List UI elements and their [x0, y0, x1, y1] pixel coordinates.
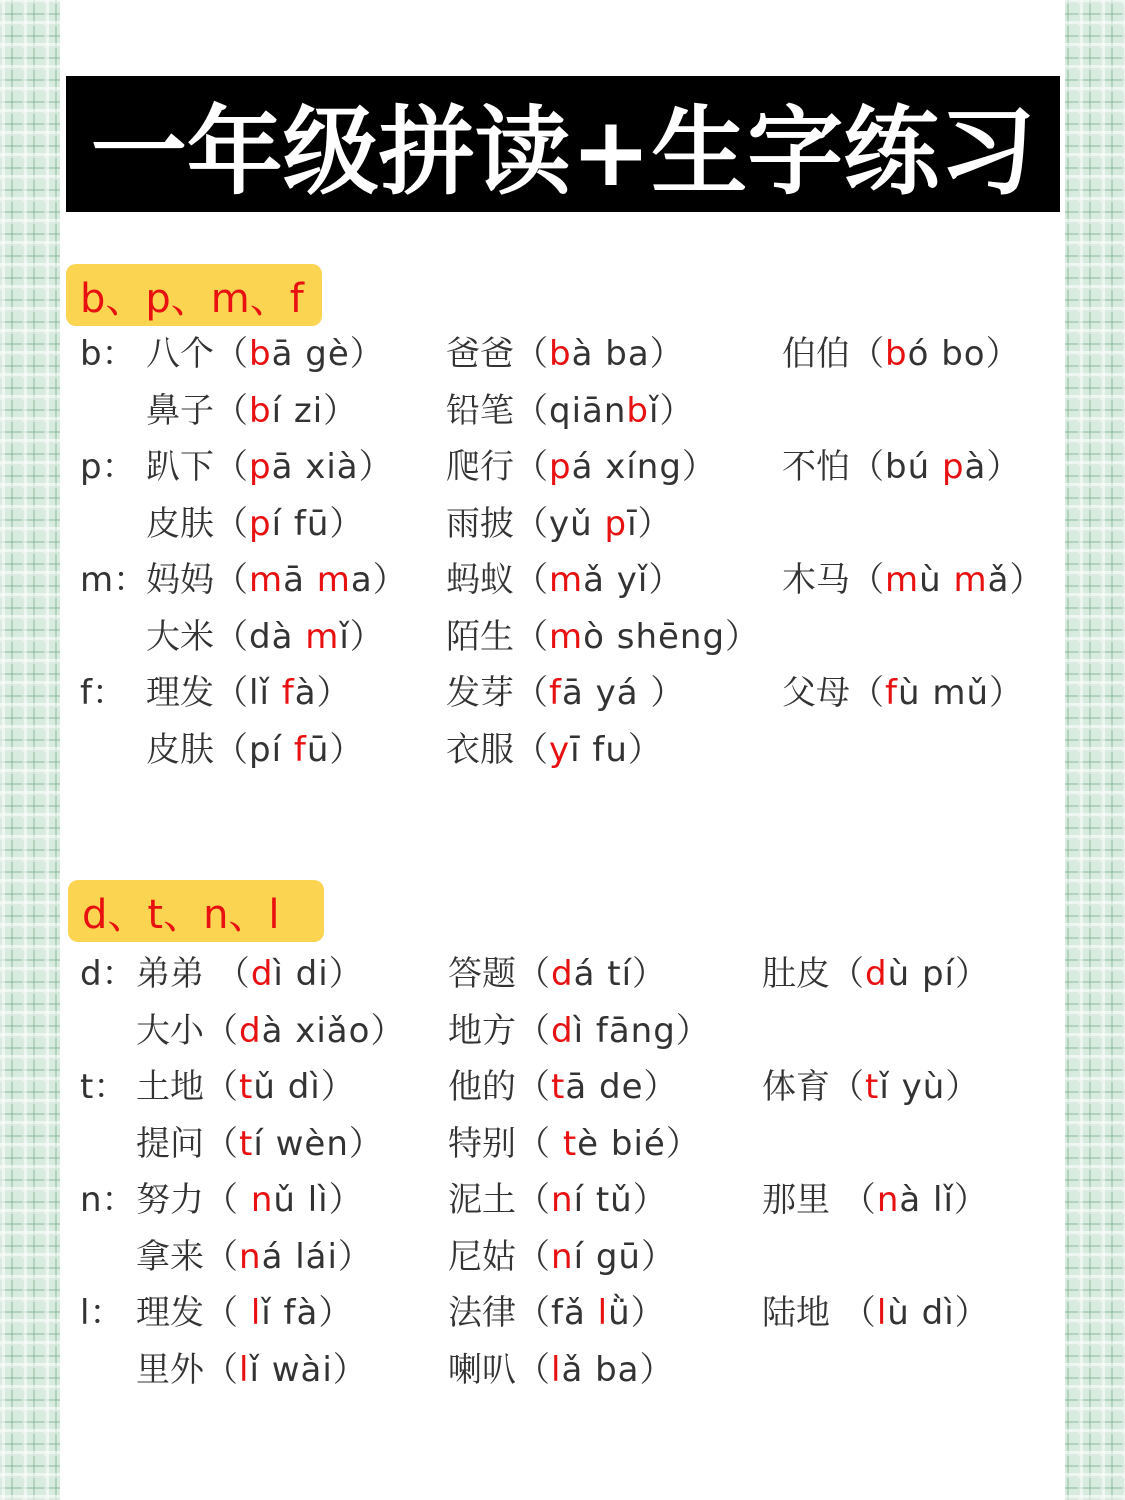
pinyin-text: ū） — [306, 729, 365, 770]
word-entry — [448, 1172, 668, 1228]
highlighted-initial: d — [239, 1010, 262, 1051]
word-row — [60, 722, 1065, 778]
pinyin-text: í zi） — [271, 390, 359, 431]
pinyin-text: ā de） — [565, 1067, 679, 1107]
pinyin-text: a） — [350, 560, 408, 600]
pinyin — [850, 447, 1021, 487]
pinyin-text: （yǔ — [514, 503, 605, 544]
word-entry — [446, 665, 685, 721]
chinese-word: 父母 — [782, 673, 850, 713]
section-header-dtnl: d、t、n、l — [68, 880, 324, 942]
highlighted-initial: d — [551, 954, 574, 994]
word-entry — [446, 609, 760, 665]
chinese-word: 体育 — [762, 1067, 830, 1107]
word-entry — [146, 552, 408, 608]
highlighted-initial: d — [250, 954, 274, 994]
pinyin — [204, 1180, 364, 1220]
word-entry — [782, 326, 1021, 382]
highlighted-initial: n — [250, 1180, 274, 1220]
word-row — [60, 946, 1065, 1002]
chinese-word: 大米 — [146, 616, 214, 657]
chinese-word: 肚皮 — [762, 954, 830, 994]
word-entry — [146, 609, 385, 665]
initial-letter-label: b： — [80, 334, 136, 374]
pinyin-text: ǎ yǐ） — [583, 560, 684, 600]
pinyin — [850, 560, 1044, 600]
pinyin-text: （ — [830, 1293, 877, 1333]
pinyin — [516, 954, 667, 994]
word-row — [60, 1172, 1065, 1228]
word-entry — [448, 1003, 711, 1059]
pinyin — [214, 560, 408, 600]
pinyin — [516, 1293, 666, 1333]
section-header-bpmf: b、p、m、f — [66, 264, 322, 326]
word-row — [60, 1059, 1065, 1115]
highlighted-initial: m — [885, 560, 920, 600]
pinyin — [514, 560, 683, 600]
pinyin — [516, 1350, 675, 1390]
word-row — [60, 665, 1065, 721]
highlighted-initial: d — [551, 1010, 574, 1051]
initial-letter-label: n： — [80, 1180, 136, 1220]
pinyin — [830, 954, 990, 994]
pinyin-text: í fū） — [271, 503, 365, 544]
highlighted-initial: b — [249, 334, 272, 374]
initial-letter-label: l： — [80, 1293, 124, 1333]
pinyin-text: （ — [514, 334, 549, 374]
pinyin-text: ī） — [627, 503, 673, 544]
pinyin-text: ì fāng） — [573, 1010, 711, 1051]
pinyin-text: ā xià） — [271, 447, 394, 487]
word-row — [60, 496, 1065, 552]
pinyin-text: （ — [850, 673, 885, 713]
pinyin-text: （ — [516, 1123, 563, 1164]
pinyin-text: ǐ fà） — [261, 1293, 354, 1333]
pinyin-text: （ — [214, 334, 249, 374]
pinyin-text: ā — [283, 560, 317, 600]
pinyin-text: （ — [516, 954, 551, 994]
pinyin-text: ǔ lì） — [273, 1180, 364, 1220]
word-entry — [446, 722, 663, 778]
pinyin-text: （ — [830, 1067, 865, 1107]
initial-letter-label: p： — [80, 447, 136, 487]
pinyin — [514, 730, 663, 770]
pinyin-text: （ — [204, 1236, 239, 1277]
initial-letter-label: d： — [80, 954, 136, 994]
worksheet-page — [60, 0, 1065, 1500]
highlighted-initial: t — [562, 1123, 578, 1164]
pinyin — [204, 1350, 368, 1390]
pinyin — [214, 673, 352, 713]
chinese-word: 鼻子 — [146, 390, 214, 431]
highlighted-initial: m — [316, 560, 351, 600]
pinyin — [516, 1124, 701, 1164]
pinyin-text: （ — [516, 1010, 551, 1051]
word-entry — [146, 439, 394, 495]
initial-letter-label: m： — [80, 560, 148, 600]
chinese-word: 土地 — [136, 1067, 204, 1107]
pinyin — [514, 673, 685, 713]
highlighted-initial: t — [551, 1067, 566, 1107]
pinyin-text: （ — [204, 1180, 251, 1220]
highlighted-initial: l — [597, 1293, 609, 1333]
highlighted-initial: y — [549, 729, 571, 770]
pinyin-text: ù dì） — [887, 1293, 990, 1333]
page-title: 一年级拼读+生字练习 — [66, 76, 1060, 212]
word-entry — [448, 1342, 675, 1398]
highlighted-initial: l — [239, 1349, 250, 1390]
pinyin-text: （dà — [214, 616, 306, 657]
highlighted-initial: p — [604, 503, 628, 544]
pinyin — [214, 334, 385, 374]
pinyin-text: （ — [516, 1349, 551, 1390]
chinese-word: 努力 — [136, 1180, 204, 1220]
highlighted-initial: p — [249, 503, 272, 544]
pinyin — [204, 954, 364, 994]
word-entry — [448, 946, 667, 1002]
chinese-word: 爬行 — [446, 447, 514, 487]
pinyin-text: （ — [514, 729, 549, 770]
highlighted-initial: b — [249, 390, 272, 431]
word-entry — [448, 1285, 666, 1341]
pinyin — [830, 1293, 990, 1333]
pinyin-text: （ — [214, 503, 249, 544]
pinyin-text: （ — [204, 1349, 239, 1390]
pinyin-text: ǎ ba） — [561, 1349, 675, 1390]
word-entry — [446, 439, 717, 495]
pinyin-text: á lái） — [261, 1236, 373, 1277]
pinyin-text: （ — [830, 954, 865, 994]
highlighted-initial: p — [941, 447, 965, 487]
chinese-word: 不怕 — [782, 447, 850, 487]
chinese-word: 理发 — [136, 1293, 204, 1333]
pinyin-text: è bié） — [577, 1123, 701, 1164]
pinyin-text: á tí） — [573, 954, 668, 994]
highlighted-initial: d — [865, 954, 888, 994]
chinese-word: 皮肤 — [146, 729, 214, 770]
pinyin-text: à ba） — [571, 334, 685, 374]
word-row — [60, 1229, 1065, 1285]
highlighted-initial: m — [549, 616, 584, 657]
pinyin — [204, 1011, 405, 1051]
word-entry — [448, 1229, 676, 1285]
pinyin-text: ī fu） — [570, 729, 663, 770]
pinyin-text: ù mǔ） — [897, 673, 1025, 713]
pinyin-text: （ — [214, 560, 249, 600]
pinyin — [514, 617, 760, 657]
highlighted-initial: t — [239, 1123, 254, 1164]
chinese-word: 他的 — [448, 1067, 516, 1107]
pinyin-text: ǐ） — [649, 390, 695, 431]
chinese-word: 弟弟 — [136, 954, 204, 994]
pinyin-text: ā gè） — [271, 334, 385, 374]
pinyin-text: （ — [516, 1236, 551, 1277]
word-entry — [782, 552, 1044, 608]
word-entry — [782, 665, 1024, 721]
pinyin-text: ù — [919, 560, 954, 600]
initial-letter-label: t： — [80, 1067, 128, 1107]
word-row — [60, 552, 1065, 608]
word-entry — [136, 1229, 373, 1285]
pinyin — [516, 1180, 668, 1220]
pinyin — [214, 391, 358, 431]
word-entry — [762, 1285, 990, 1341]
pinyin — [214, 617, 385, 657]
highlighted-initial: b — [549, 334, 572, 374]
chinese-word: 八个 — [146, 334, 214, 374]
chinese-word: 泥土 — [448, 1180, 516, 1220]
pinyin-text: í tǔ） — [573, 1180, 668, 1220]
word-entry — [448, 1116, 701, 1172]
chinese-word: 特别 — [448, 1123, 516, 1164]
pinyin-text: （ — [514, 673, 549, 713]
pinyin-text: （ — [830, 1180, 877, 1220]
pinyin-text: （ — [204, 1293, 251, 1333]
pinyin — [514, 391, 694, 431]
pinyin — [850, 673, 1024, 713]
highlighted-initial: m — [249, 560, 284, 600]
word-entry — [762, 1172, 989, 1228]
pinyin-text: （ — [516, 1180, 551, 1220]
highlighted-initial: f — [549, 673, 562, 713]
pinyin-text: í gū） — [573, 1236, 676, 1277]
pinyin-text: ǐ yù） — [879, 1067, 981, 1107]
pinyin — [514, 447, 717, 487]
pinyin — [204, 1124, 384, 1164]
pinyin-text: （ — [204, 954, 251, 994]
pinyin-text: （ — [850, 560, 885, 600]
highlighted-initial: l — [250, 1293, 262, 1333]
word-row — [60, 609, 1065, 665]
initial-letter-label: f： — [80, 673, 126, 713]
pinyin-text: à） — [294, 673, 352, 713]
word-row — [60, 1285, 1065, 1341]
pinyin — [204, 1237, 373, 1277]
pinyin-text: á xíng） — [571, 447, 717, 487]
word-entry — [446, 326, 685, 382]
pinyin — [516, 1237, 676, 1277]
highlighted-initial: m — [305, 616, 340, 657]
chinese-word: 答题 — [448, 954, 516, 994]
word-entry — [448, 1059, 679, 1115]
chinese-word: 提问 — [136, 1123, 204, 1164]
word-entry — [782, 439, 1021, 495]
word-entry — [146, 326, 385, 382]
chinese-word: 那里 — [762, 1180, 830, 1220]
word-entry — [146, 665, 352, 721]
pinyin-text: （ — [214, 390, 249, 431]
pinyin-text: à lǐ） — [899, 1180, 989, 1220]
chinese-word: 大小 — [136, 1010, 204, 1051]
pinyin — [214, 504, 364, 544]
highlighted-initial: f — [885, 673, 898, 713]
highlighted-initial: l — [551, 1349, 562, 1390]
word-row — [60, 1342, 1065, 1398]
pinyin-text: ò shēng） — [583, 616, 761, 657]
chinese-word: 发芽 — [446, 673, 514, 713]
pinyin-text: （ — [516, 1067, 551, 1107]
chinese-word: 雨披 — [446, 503, 514, 544]
pinyin-text: （ — [214, 447, 249, 487]
word-entry — [146, 496, 364, 552]
highlighted-initial: p — [549, 447, 572, 487]
chinese-word: 妈妈 — [146, 560, 214, 600]
pinyin-text: ǎ） — [987, 560, 1045, 600]
chinese-word: 趴下 — [146, 447, 214, 487]
chinese-word: 爸爸 — [446, 334, 514, 374]
chinese-word: 伯伯 — [782, 334, 850, 374]
pinyin-text: à xiǎo） — [261, 1010, 406, 1051]
word-entry — [146, 722, 364, 778]
highlighted-initial: t — [239, 1067, 254, 1107]
pinyin-text: （ — [514, 447, 549, 487]
word-row — [60, 1003, 1065, 1059]
chinese-word: 陌生 — [446, 616, 514, 657]
pinyin-text: ì di） — [273, 954, 364, 994]
chinese-word: 陆地 — [762, 1293, 830, 1333]
pinyin-text: ā yá ） — [561, 673, 686, 713]
pinyin-text: ǐ wài） — [249, 1349, 368, 1390]
word-entry — [136, 1285, 353, 1341]
word-entry — [146, 383, 358, 439]
chinese-word: 拿来 — [136, 1236, 204, 1277]
pinyin-text: （ — [514, 616, 549, 657]
word-entry — [136, 1116, 384, 1172]
pinyin — [204, 1067, 356, 1107]
pinyin-text: （bú — [850, 447, 942, 487]
highlighted-initial: p — [249, 447, 272, 487]
word-entry — [762, 1059, 980, 1115]
chinese-word: 衣服 — [446, 729, 514, 770]
chinese-word: 地方 — [448, 1010, 516, 1051]
chinese-word: 理发 — [146, 673, 214, 713]
chinese-word: 铅笔 — [446, 390, 514, 431]
pinyin-text: （lǐ — [214, 673, 282, 713]
pinyin — [214, 730, 364, 770]
pinyin — [514, 504, 673, 544]
highlighted-initial: n — [551, 1180, 574, 1220]
pinyin — [514, 334, 685, 374]
pinyin-text: ǐ） — [339, 616, 385, 657]
highlighted-initial: b — [885, 334, 908, 374]
word-entry — [446, 383, 694, 439]
pinyin — [850, 334, 1021, 374]
highlighted-initial: l — [876, 1293, 888, 1333]
pinyin-text: （ — [514, 560, 549, 600]
word-entry — [136, 946, 364, 1002]
pinyin-text: ó bo） — [907, 334, 1021, 374]
pinyin-text: ǔ dì） — [253, 1067, 356, 1107]
highlighted-initial: b — [626, 390, 650, 431]
chinese-word: 喇叭 — [448, 1349, 516, 1390]
highlighted-initial: n — [876, 1180, 900, 1220]
pinyin-text: （pí — [214, 729, 294, 770]
pinyin-text: （ — [204, 1067, 239, 1107]
pinyin-text: （qiān — [514, 390, 627, 431]
word-row — [60, 326, 1065, 382]
pinyin-text: í wèn） — [253, 1123, 384, 1164]
pinyin — [516, 1067, 679, 1107]
chinese-word: 里外 — [136, 1349, 204, 1390]
highlighted-initial: m — [953, 560, 988, 600]
highlighted-initial: n — [551, 1236, 574, 1277]
pinyin-text: à） — [964, 447, 1022, 487]
highlighted-initial: f — [293, 729, 307, 770]
pinyin — [830, 1067, 980, 1107]
word-entry — [136, 1059, 356, 1115]
word-entry — [446, 496, 673, 552]
word-entry — [136, 1342, 368, 1398]
pinyin — [516, 1011, 711, 1051]
chinese-word: 蚂蚁 — [446, 560, 514, 600]
word-entry — [762, 946, 990, 1002]
word-row — [60, 439, 1065, 495]
pinyin-text: （fǎ — [516, 1293, 598, 1333]
pinyin-text: ù pí） — [887, 954, 990, 994]
pinyin — [204, 1293, 353, 1333]
pinyin-text: （ — [204, 1010, 239, 1051]
pinyin-text: ǜ） — [608, 1293, 666, 1333]
highlighted-initial: n — [239, 1236, 262, 1277]
word-entry — [136, 1003, 405, 1059]
highlighted-initial: t — [865, 1067, 880, 1107]
pinyin — [214, 447, 394, 487]
highlighted-initial: f — [281, 673, 295, 713]
highlighted-initial: m — [549, 560, 584, 600]
pinyin-text: （ — [850, 334, 885, 374]
word-row — [60, 1116, 1065, 1172]
word-entry — [446, 552, 683, 608]
word-entry — [136, 1172, 364, 1228]
word-row — [60, 383, 1065, 439]
chinese-word: 法律 — [448, 1293, 516, 1333]
chinese-word: 皮肤 — [146, 503, 214, 544]
pinyin-text: （ — [204, 1123, 239, 1164]
chinese-word: 木马 — [782, 560, 850, 600]
chinese-word: 尼姑 — [448, 1236, 516, 1277]
pinyin — [830, 1180, 989, 1220]
